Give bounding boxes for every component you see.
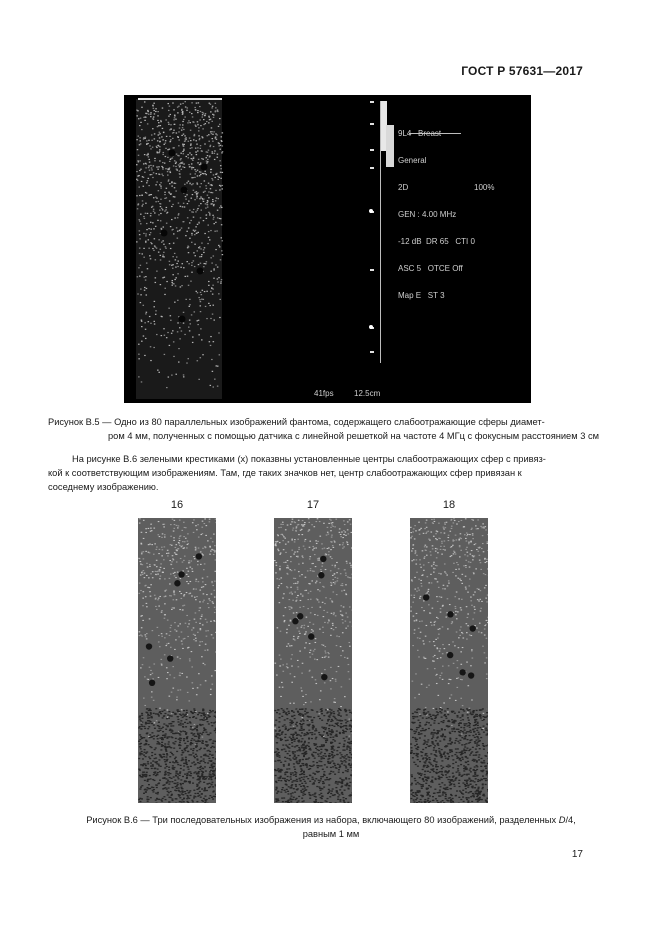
paragraph-line3: соседнему изображению.	[48, 482, 159, 492]
ultrasound-frame-17	[274, 518, 352, 803]
figure-5-caption-line1: Рисунок В.5 — Одно из 80 параллельных изображений фантома, содержащего слабоотражающие сферы диамет-	[48, 417, 545, 427]
body-paragraph	[48, 452, 614, 494]
figure-6-caption-var: D	[558, 815, 566, 825]
figure-6-caption-post: /4,	[565, 815, 576, 825]
figure-6-caption-line2: равным 1 мм	[302, 829, 360, 839]
overlay-line-freq: GEN : 4.00 MHz	[398, 210, 457, 219]
overlay-line-probe: 9L4 Breast	[398, 129, 442, 138]
frame-label-18: 18	[442, 499, 456, 511]
ultrasound-frame-16	[138, 518, 216, 803]
overlay-line-asc: ASC 5 OTCE Off	[398, 264, 463, 273]
figure-6-caption	[48, 813, 614, 841]
overlay-line-preset: General	[398, 156, 427, 165]
ultrasound-frame-18	[410, 518, 488, 803]
frame-label-17: 17	[306, 499, 320, 511]
scanner-overlay-text	[398, 111, 495, 318]
figure-5-caption	[48, 415, 614, 443]
paragraph-line1: На рисунке В.6 зелеными крестиками (x) показвны установленные центры слабоотражающих сфер с привяз-	[72, 454, 546, 464]
figure-6-caption-pre: Рисунок В.6 — Три последовательных изображения из набора, включающего 80 изображений, разделенных	[86, 815, 559, 825]
overlay-depth: 12.5cm	[354, 389, 381, 398]
ultrasound-image	[124, 95, 531, 403]
overlay-line-map: Map E ST 3	[398, 291, 445, 300]
figure-5-caption-line2: ром 4 мм, полученных с помощью датчика с линейной решеткой на частоте 4 МГц с фокусным расстоянием 3 см	[108, 431, 599, 441]
overlay-percent: 100%	[474, 183, 495, 192]
frame-label-16: 16	[170, 499, 184, 511]
paragraph-line2: кой к соответствующим изображениям. Там, где таких значков нет, центр слабоотражающих сфер привязан к	[48, 468, 522, 478]
page-number: 17	[571, 849, 583, 860]
document-header: ГОСТ Р 57631—2017	[461, 64, 583, 78]
overlay-fps: 41fps	[314, 389, 334, 398]
overlay-line-gain: -12 dB DR 65 CTI 0	[398, 237, 475, 246]
overlay-line-mode: 2D	[398, 183, 409, 192]
